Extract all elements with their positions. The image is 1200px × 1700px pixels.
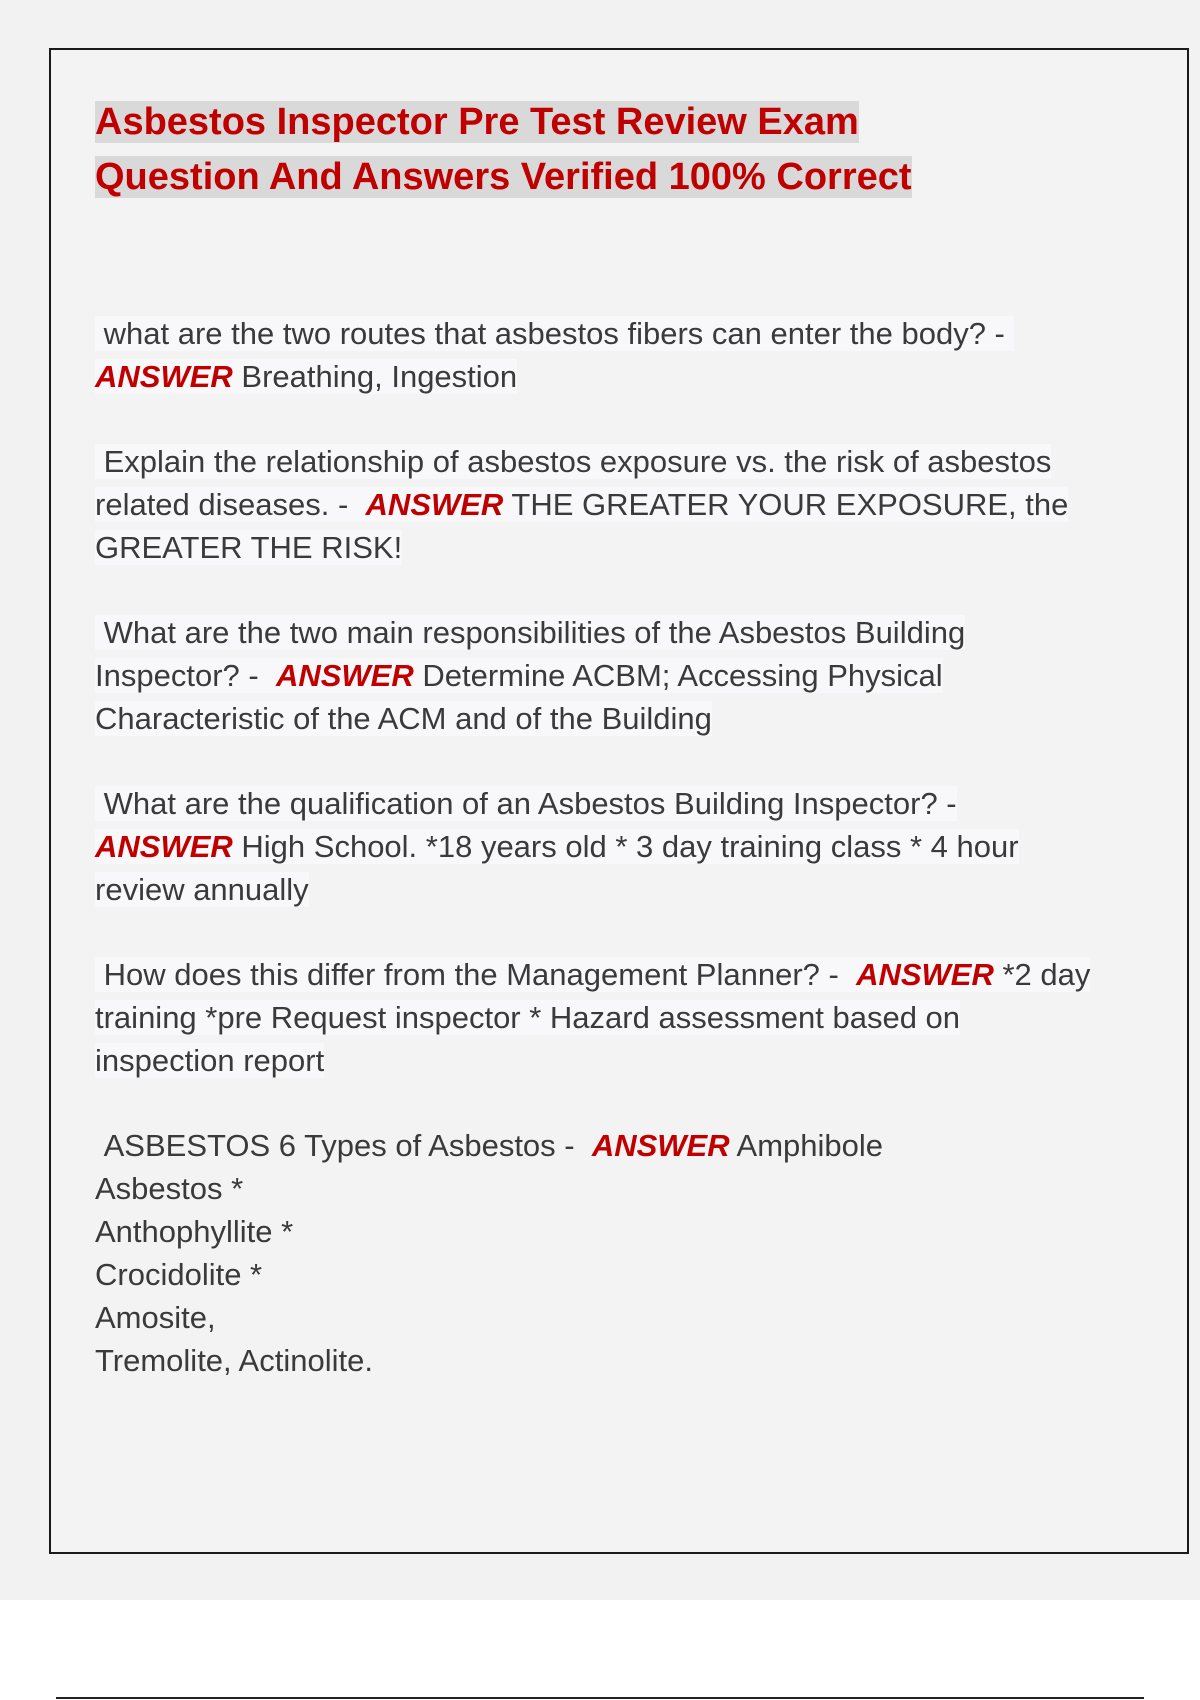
document-title — [95, 95, 1045, 205]
answer-label: ANSWER — [365, 487, 504, 522]
answer-text: THE GREATER YOUR EXPOSURE, the GREATER THE RISK! — [95, 487, 1069, 565]
answer-label: ANSWER — [591, 1128, 730, 1163]
answer-label: ANSWER — [275, 658, 414, 693]
footer-divider — [56, 1697, 1144, 1699]
title-line-2: Question And Answers Verified 100% Correct — [95, 156, 912, 198]
qa-item-5 — [95, 953, 1095, 1082]
qa-item-3 — [95, 611, 1095, 740]
question-text: what are the two routes that asbestos fibers can enter the body? - — [103, 316, 1005, 351]
qa-item-1 — [95, 312, 1095, 398]
question-text: ASBESTOS 6 Types of Asbestos - — [103, 1128, 575, 1163]
question-text: How does this differ from the Management Planner? - — [103, 957, 839, 992]
asbestos-type-1: Amphibole — [736, 1128, 884, 1163]
answer-label: ANSWER — [95, 829, 233, 864]
asbestos-type-3: Anthophyllite * — [95, 1214, 294, 1249]
qa-item-2 — [95, 440, 1095, 569]
asbestos-type-4: Crocidolite * — [95, 1257, 263, 1292]
asbestos-type-5: Amosite, — [95, 1300, 216, 1335]
question-text: Explain the relationship of asbestos exposure vs. the risk of asbestos related diseases. - — [95, 444, 1052, 522]
question-text: What are the two main responsibilities of the Asbestos Building Inspector? - — [95, 615, 966, 693]
qa-item-4 — [95, 782, 1095, 911]
asbestos-type-6: Tremolite, Actinolite. — [95, 1343, 373, 1378]
answer-text: Determine ACBM; Accessing Physical Characteristic of the ACM and of the Building — [95, 658, 943, 736]
answer-label: ANSWER — [95, 359, 233, 394]
question-text: What are the qualification of an Asbestos Building Inspector? - — [103, 786, 957, 821]
asbestos-type-2: Asbestos * — [95, 1171, 244, 1206]
title-line-1: Asbestos Inspector Pre Test Review Exam — [95, 101, 859, 143]
answer-text: Breathing, Ingestion — [241, 359, 518, 394]
answer-text: High School. *18 years old * 3 day training class * 4 hour review annually — [95, 829, 1019, 907]
qa-list — [95, 312, 1095, 1424]
answer-text: *2 day training *pre Request inspector * Hazard assessment based on inspection report — [95, 957, 1091, 1078]
qa-item-6 — [95, 1124, 1095, 1382]
answer-label: ANSWER — [856, 957, 994, 992]
